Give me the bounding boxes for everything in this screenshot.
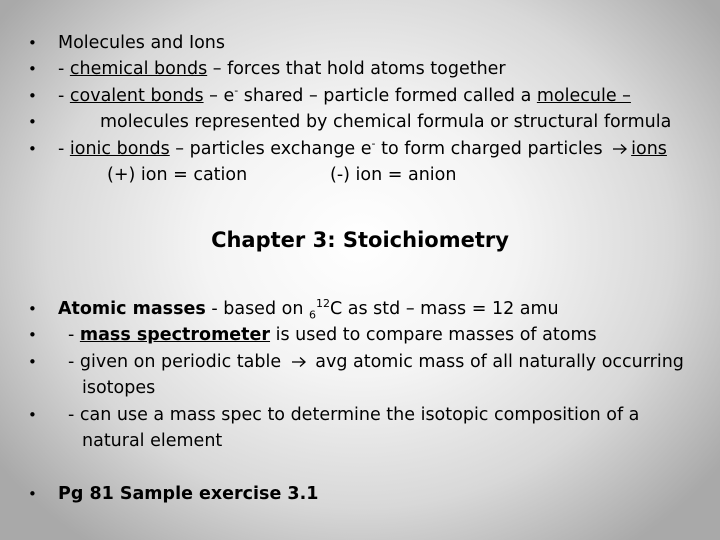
chapter-title: Chapter 3: Stoichiometry <box>211 228 509 252</box>
line-text: molecules represented by chemical formula or structural formula <box>100 112 672 132</box>
bullet: • <box>28 300 37 318</box>
term-mass-spectrometer: mass spectrometer <box>79 325 271 345</box>
mass-number: 12 <box>316 297 330 311</box>
definition-text: – forces that hold atoms together <box>207 59 506 79</box>
dash: - <box>58 139 70 159</box>
electron-charge: - <box>234 84 239 98</box>
term-ionic-bonds: ionic bonds <box>69 139 170 159</box>
bullet: • <box>28 34 37 52</box>
bullet: • <box>28 87 37 105</box>
definition-text: avg atomic mass of all naturally occurring <box>309 352 684 372</box>
definition-text: - given on periodic table <box>68 352 287 372</box>
dash: - <box>58 59 70 79</box>
line-text <box>68 323 597 347</box>
line-text <box>58 57 506 81</box>
right-arrow-icon <box>291 356 307 368</box>
line-text: isotopes <box>82 378 156 398</box>
dash: - <box>68 325 80 345</box>
definition-text: is used to compare masses of atoms <box>270 325 597 345</box>
definition-text: to form charged particles <box>375 139 609 159</box>
bullet: • <box>28 406 37 424</box>
cation-definition: (+) ion = cation <box>107 165 248 185</box>
heading-molecules-ions: Molecules and Ions <box>58 33 226 53</box>
right-arrow-icon <box>612 143 628 155</box>
line-text <box>58 84 631 108</box>
term-ions: ions <box>631 139 667 159</box>
bullet: • <box>28 353 37 371</box>
bullet: • <box>28 60 37 78</box>
line-text: natural element <box>82 431 223 451</box>
definition-text: C as std – mass = 12 amu <box>330 299 559 319</box>
bullet: • <box>28 326 37 344</box>
term-chemical-bonds: chemical bonds <box>69 59 208 79</box>
line-text <box>58 31 225 55</box>
term-molecule: molecule – <box>536 86 631 106</box>
bullet: • <box>28 485 37 503</box>
bullet: • <box>28 113 37 131</box>
line-text <box>68 350 684 374</box>
definition-text: – particles exchange e <box>169 139 372 159</box>
definition-text: shared – particle formed called a <box>238 86 537 106</box>
line-text: - can use a mass spec to determine the isotopic composition of a <box>68 405 640 425</box>
anion-definition: (-) ion = anion <box>330 165 457 185</box>
line-text <box>58 137 667 161</box>
bullet: • <box>28 140 37 158</box>
atomic-number: 6 <box>309 308 316 322</box>
electron-charge: - <box>371 137 376 151</box>
definition-text: - based on <box>205 299 309 319</box>
term-covalent-bonds: covalent bonds <box>69 86 204 106</box>
sample-exercise-reference: Pg 81 Sample exercise 3.1 <box>58 484 319 504</box>
definition-text: – e <box>203 86 235 106</box>
term-atomic-masses: Atomic masses <box>58 299 206 319</box>
line-text <box>58 297 559 321</box>
dash: - <box>58 86 70 106</box>
